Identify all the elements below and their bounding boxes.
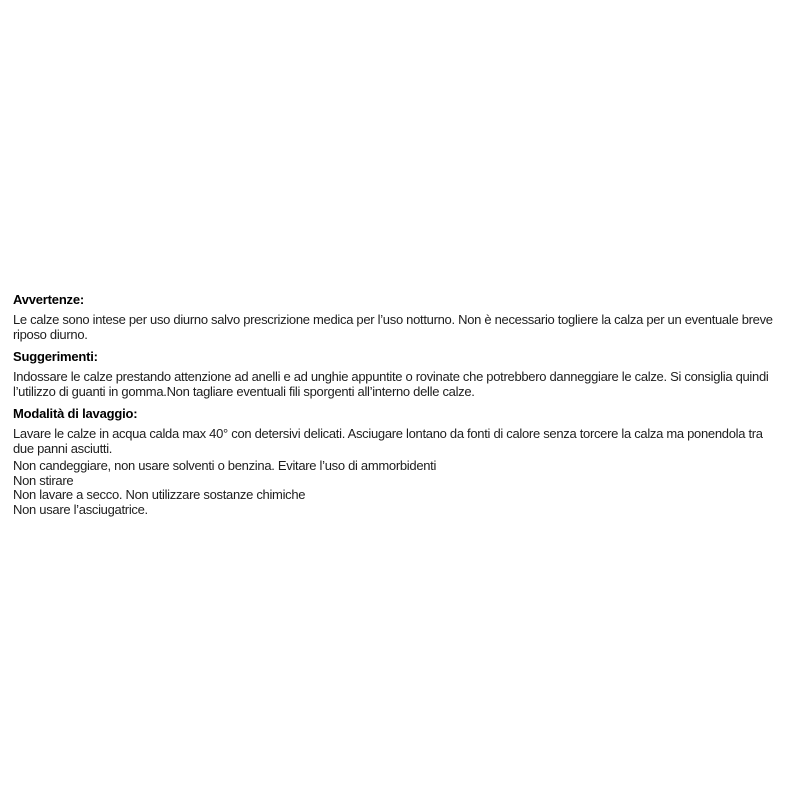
- text-line: Lavare le calze in acqua calda max 40° con detersivi delicati. Asciugare lontano da fonti di calore senza torcere la calza ma ponendola tra: [13, 426, 763, 441]
- section-heading-modalita-di-lavaggio: Modalità di lavaggio:: [13, 406, 138, 421]
- text-line: riposo diurno.: [13, 326, 88, 342]
- section-heading-suggerimenti: Suggerimenti:: [13, 349, 98, 364]
- text-line: due panni asciutti.: [13, 440, 113, 456]
- text-line: Non usare l’asciugatrice.: [13, 501, 148, 517]
- section-modalita-di-lavaggio: [13, 406, 790, 517]
- section-heading-avvertenze: Avvertenze:: [13, 292, 85, 307]
- text-line: Le calze sono intese per uso diurno salvo prescrizione medica per l’uso notturno. Non è necessario togliere la calza per un eventuale breve: [13, 312, 773, 327]
- section-suggerimenti: [13, 349, 790, 399]
- text-line: Non stirare: [13, 472, 74, 488]
- care-instructions-text-block: [13, 292, 790, 517]
- text-line: Non lavare a secco. Non utilizzare sostanze chimiche: [13, 487, 306, 502]
- text-line: l’utilizzo di guanti in gomma.Non tagliare eventuali fili sporgenti all’interno delle calze.: [13, 383, 475, 399]
- text-line: Non candeggiare, non usare solventi o benzina. Evitare l’uso di ammorbidenti: [13, 458, 437, 473]
- section-avvertenze: [13, 292, 790, 342]
- text-line: Indossare le calze prestando attenzione ad anelli e ad unghie appuntite o rovinate che potrebbero danneggiare le calze. Si consiglia quindi: [13, 369, 769, 384]
